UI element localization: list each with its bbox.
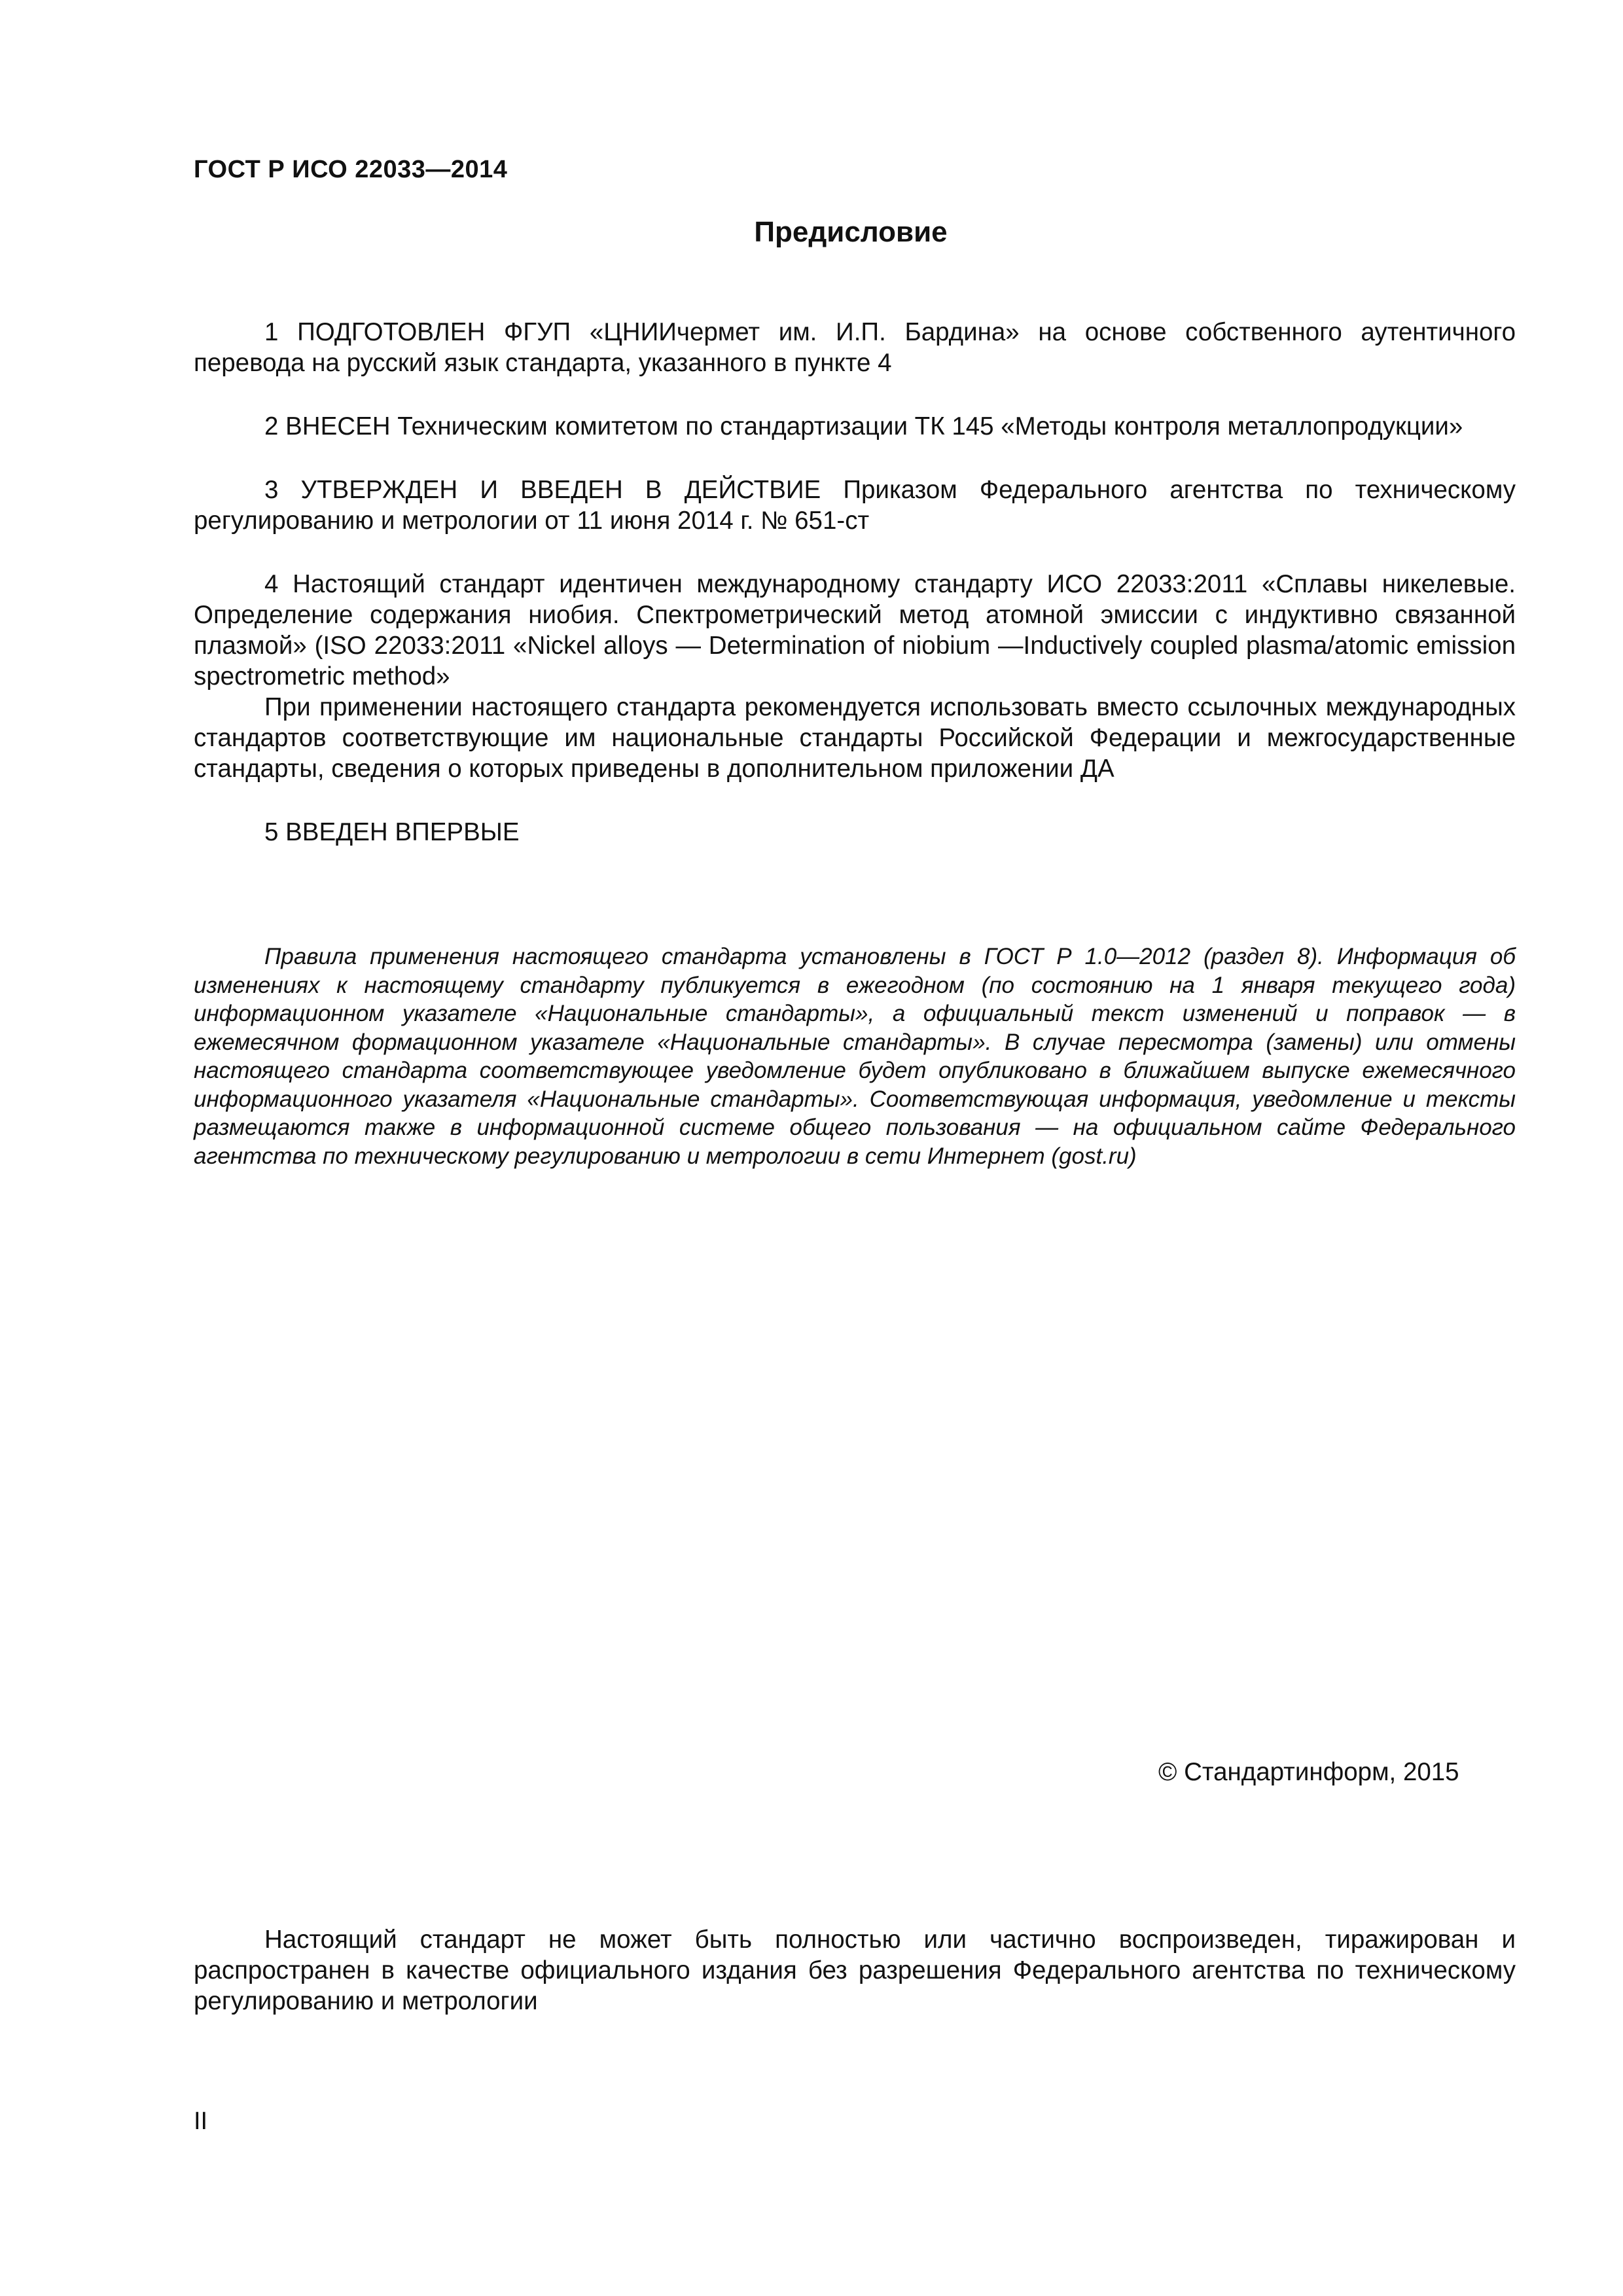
paragraph-prepared: 1 ПОДГОТОВЛЕН ФГУП «ЦНИИчермет им. И.П. Бардина» на основе собственного аутентичного перевода на русский язык стандарта, указанного в пункте 4 <box>194 318 1516 377</box>
paragraph-identical: 4 Настоящий стандарт идентичен международному стандарту ИСО 22033:2011 «Сплавы никелевые. Определение содержания ниобия. Спектрометрический метод атомной эмиссии с индуктивно связанной плазмой» (ISO 22033:2011 «Nickel alloys — Determination of niobium —Inductively coupled plasma/atomic emission spectrometric method» <box>194 570 1516 691</box>
foreword-body <box>194 317 1516 848</box>
standard-code-header: ГОСТ Р ИСО 22033—2014 <box>194 156 508 183</box>
paragraph-application: При применении настоящего стандарта рекомендуется использовать вместо ссылочных международных стандартов соответствующие им национальные стандарты Российской Федерации и межгосударственные стандарты, сведения о которых приведены в дополнительном приложении ДА <box>194 693 1516 783</box>
paragraph-approved: 3 УТВЕРЖДЕН И ВВЕДЕН В ДЕЙСТВИЕ Приказом Федерального агентства по техническому регулированию и метрологии от 11 июня 2014 г. № 651-ст <box>194 476 1516 535</box>
rules-note: Правила применения настоящего стандарта установлены в ГОСТ Р 1.0—2012 (раздел 8). Информация об изменениях к настоящему стандарту публикуется в ежегодном (по состоянию на 1 января текущего года) информационном указателе «Национальные стандарты», а официальный текст изменений и поправок — в ежемесячном формационном указателе «Национальные стандарты». В случае пересмотра (замены) или отмены настоящего стандарта соответствующее уведомление будет опубликовано в ближайшем выпуске ежемесячного информационного указателя «Национальные стандарты». Соответствующая информация, уведомление и тексты размещаются также в информационной системе общего пользования — на официальном сайте Федерального агентства по техническому регулированию и метрологии в сети Интернет (gost.ru) <box>194 944 1516 1169</box>
reproduction-notice: Настоящий стандарт не может быть полностью или частично воспроизведен, тиражирован и распространен в качестве официального издания без разрешения Федерального агентства по техническому регулированию и метрологии <box>194 1926 1516 2015</box>
paragraph-first-introduced: 5 ВВЕДЕН ВПЕРВЫЕ <box>264 818 520 846</box>
page-title: Предисловие <box>754 216 948 248</box>
page-number: II <box>194 2108 208 2135</box>
copyright-line: © Стандартинформ, 2015 <box>1158 1758 1459 1786</box>
paragraph-submitted: 2 ВНЕСЕН Техническим комитетом по стандартизации ТК 145 «Методы контроля металлопродукции» <box>264 412 1463 440</box>
